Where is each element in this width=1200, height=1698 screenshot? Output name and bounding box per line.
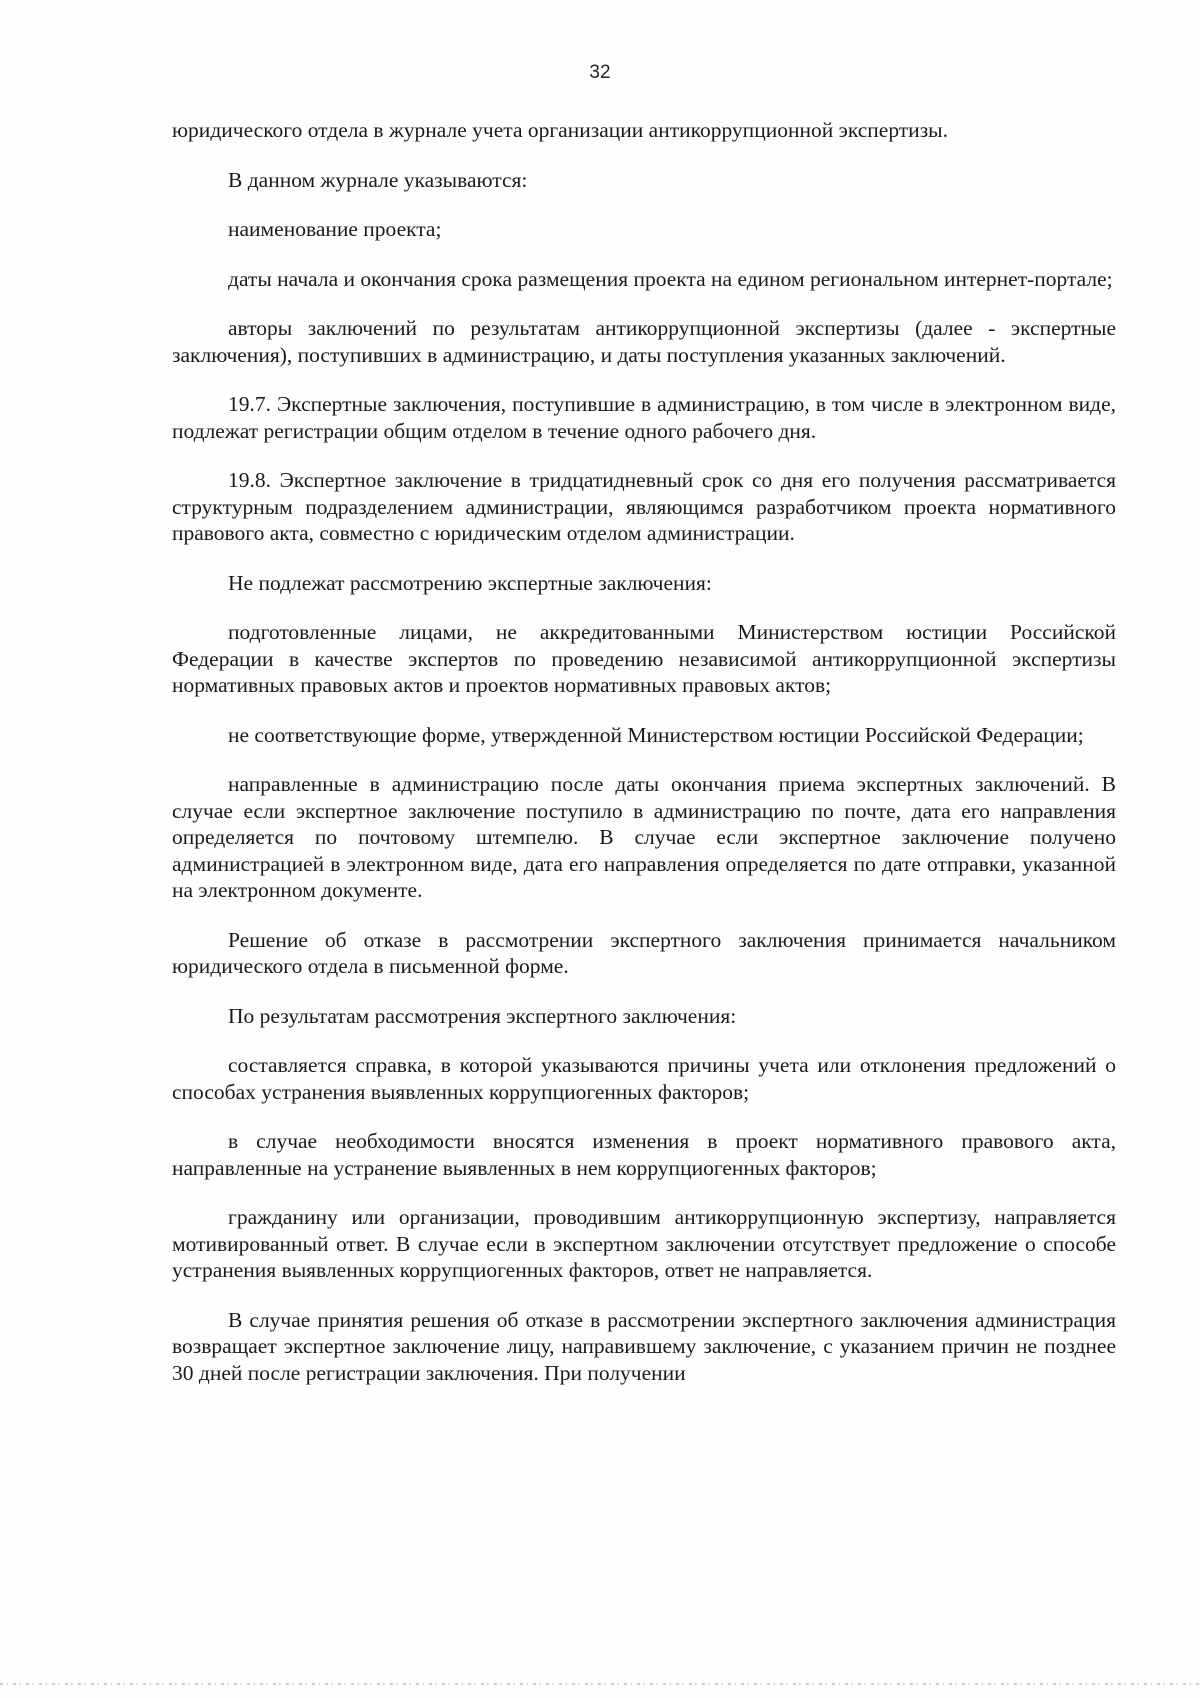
paragraph: наименование проекта; (228, 217, 442, 241)
paragraph: направленные в администрацию после даты окончания приема экспертных заключений. В случае если экспертное заключение поступило в администрацию по почте, дата его направления определяется по почтовому штемпелю. В случае если экспертное заключение получено администрацией в электронном виде, дата его направления определяется по дате отправки, указанной на электронном документе. (172, 772, 1116, 902)
paragraph: гражданину или организации, проводившим антикоррупционную экспертизу, направляется мотивированный ответ. В случае если в экспертном заключении отсутствует предложение о способе устранения выявленных коррупциогенных факторов, ответ не направляется. (172, 1205, 1116, 1282)
paragraph: юридического отдела в журнале учета организации антикоррупционной экспертизы. (172, 118, 949, 142)
paragraph: составляется справка, в которой указываются причины учета или отклонения предложений о способах устранения выявленных коррупциогенных факторов; (172, 1053, 1116, 1104)
paragraph: В данном журнале указываются: (228, 167, 528, 192)
paragraph: В случае принятия решения об отказе в рассмотрении экспертного заключения администрация возвращает экспертное заключение лицу, направившему заключение, с указанием причин не позднее 30 дней после регистрации заключения. При получении (172, 1307, 1116, 1385)
paragraph: подготовленные лицами, не аккредитованными Министерством юстиции Российской Федерации в качестве экспертов по проведению независимой антикоррупционной экспертизы нормативных правовых актов и проектов нормативных правовых актов; (172, 620, 1116, 697)
paragraph: в случае необходимости вносятся изменения в проект нормативного правового акта, направленные на устранение выявленных в нем коррупциогенных факторов; (172, 1129, 1116, 1180)
scan-edge-artifact (0, 1683, 1200, 1685)
document-body (172, 117, 1116, 1409)
paragraph: Не подлежат рассмотрению экспертные заключения: (228, 570, 712, 595)
paragraph: даты начала и окончания срока размещения проекта на едином региональном интернет-портале; (228, 266, 1113, 291)
paragraph: не соответствующие форме, утвержденной Министерством юстиции Российской Федерации; (228, 722, 1084, 747)
paragraph: 19.7. Экспертные заключения, поступившие в администрацию, в том числе в электронном виде, подлежат регистрации общим отделом в течение одного рабочего дня. (172, 392, 1116, 443)
paragraph: Решение об отказе в рассмотрении экспертного заключения принимается начальником юридического отдела в письменной форме. (172, 927, 1116, 978)
paragraph: авторы заключений по результатам антикоррупционной экспертизы (далее - экспертные заключения), поступивших в администрацию, и даты поступления указанных заключений. (172, 316, 1116, 367)
paragraph: По результатам рассмотрения экспертного заключения: (228, 1003, 737, 1028)
paragraph: 19.8. Экспертное заключение в тридцатидневный срок со дня его получения рассматривается структурным подразделением администрации, являющимся разработчиком проекта нормативного правового акта, совместно с юридическим отделом администрации. (172, 468, 1116, 545)
page-number: 32 (589, 62, 611, 83)
